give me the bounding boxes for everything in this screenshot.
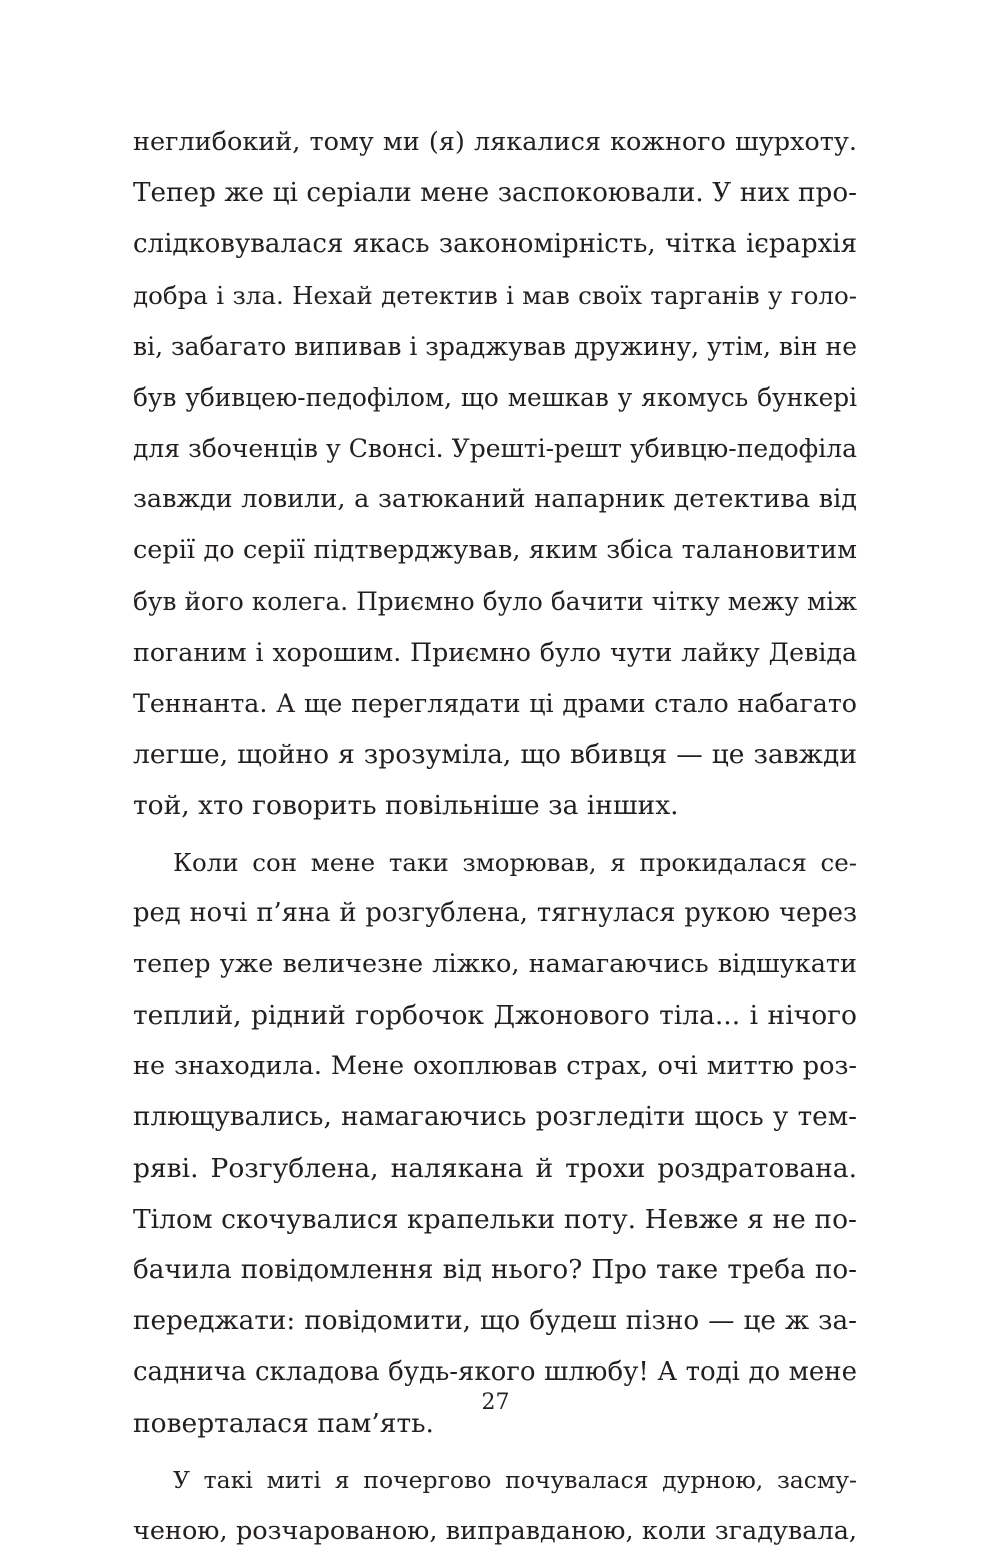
text-line: Тепер же ці серіали мене заспокоювали. У них про- (133, 178, 857, 208)
text-line: поверталася пам’ять. (133, 1408, 434, 1439)
text-line: тепер уже величезне ліжко, намагаючись відшукати (133, 949, 857, 979)
text-line: слідковувалася якась закономірність, чітка ієрархія (133, 229, 857, 259)
paragraph-3 (133, 1455, 857, 1557)
text-line: був убивцею-педофілом, що мешкав у якомусь бункері (133, 383, 857, 412)
text-line: не знаходила. Мене охоплював страх, очі миттю роз- (133, 1051, 857, 1081)
text-line: Теннанта. А ще переглядати ці драми стало набагато (133, 689, 857, 718)
page-number: 27 (481, 1390, 510, 1415)
text-line: Коли сон мене таки зморював, я прокидалася се- (173, 848, 857, 877)
text-line: Тілом скочувалися крапельки поту. Невже я не по- (133, 1204, 857, 1235)
text-line: ред ночі п’яна й розгублена, тягнулася рукою через (133, 898, 857, 928)
paragraph-1 (133, 117, 857, 831)
text-line: неглибокий, тому ми (я) лякалися кожного шурхоту. (133, 127, 857, 157)
text-line: ряві. Розгублена, налякана й трохи роздратована. (133, 1153, 857, 1184)
text-line: був його колега. Приємно було бачити чітку межу між (133, 587, 857, 616)
text-line: переджати: повідомити, що будеш пізно — це ж за- (133, 1306, 857, 1336)
text-line: серії до серії підтверджував, яким збіса талановитим (133, 535, 857, 565)
paragraph-2 (133, 837, 857, 1449)
body-text (133, 117, 857, 1557)
text-line: ві, забагато випивав і зраджував дружину, утім, він не (133, 332, 857, 361)
text-line: плющувались, намагаючись розгледіти щось у тем- (133, 1102, 857, 1132)
text-line: У такі миті я почергово почувалася дурною, засму- (173, 1466, 857, 1494)
text-line: бачила повідомлення від нього? Про таке треба по- (133, 1255, 857, 1285)
text-line: теплий, рідний горбочок Джонового тіла... і нічого (133, 1000, 857, 1031)
text-line: легше, щойно я зрозуміла, що вбивця — це завжди (133, 739, 857, 770)
text-line: для збоченців у Свонсі. Урешті-решт убивцю-педофіла (133, 434, 857, 463)
text-line: саднича складова будь-якого шлюбу! А тоді до мене (133, 1357, 857, 1387)
text-line: той, хто говорить повільніше за інших. (133, 790, 679, 821)
text-line: поганим і хорошим. Приємно було чути лайку Девіда (133, 638, 857, 667)
text-line: завжди ловили, а затюканий напарник детектива від (133, 484, 857, 514)
text-line: ченою, розчарованою, виправданою, коли згадувала, (133, 1516, 857, 1546)
text-line: добра і зла. Нехай детектив і мав своїх тарганів у голо- (133, 281, 857, 310)
